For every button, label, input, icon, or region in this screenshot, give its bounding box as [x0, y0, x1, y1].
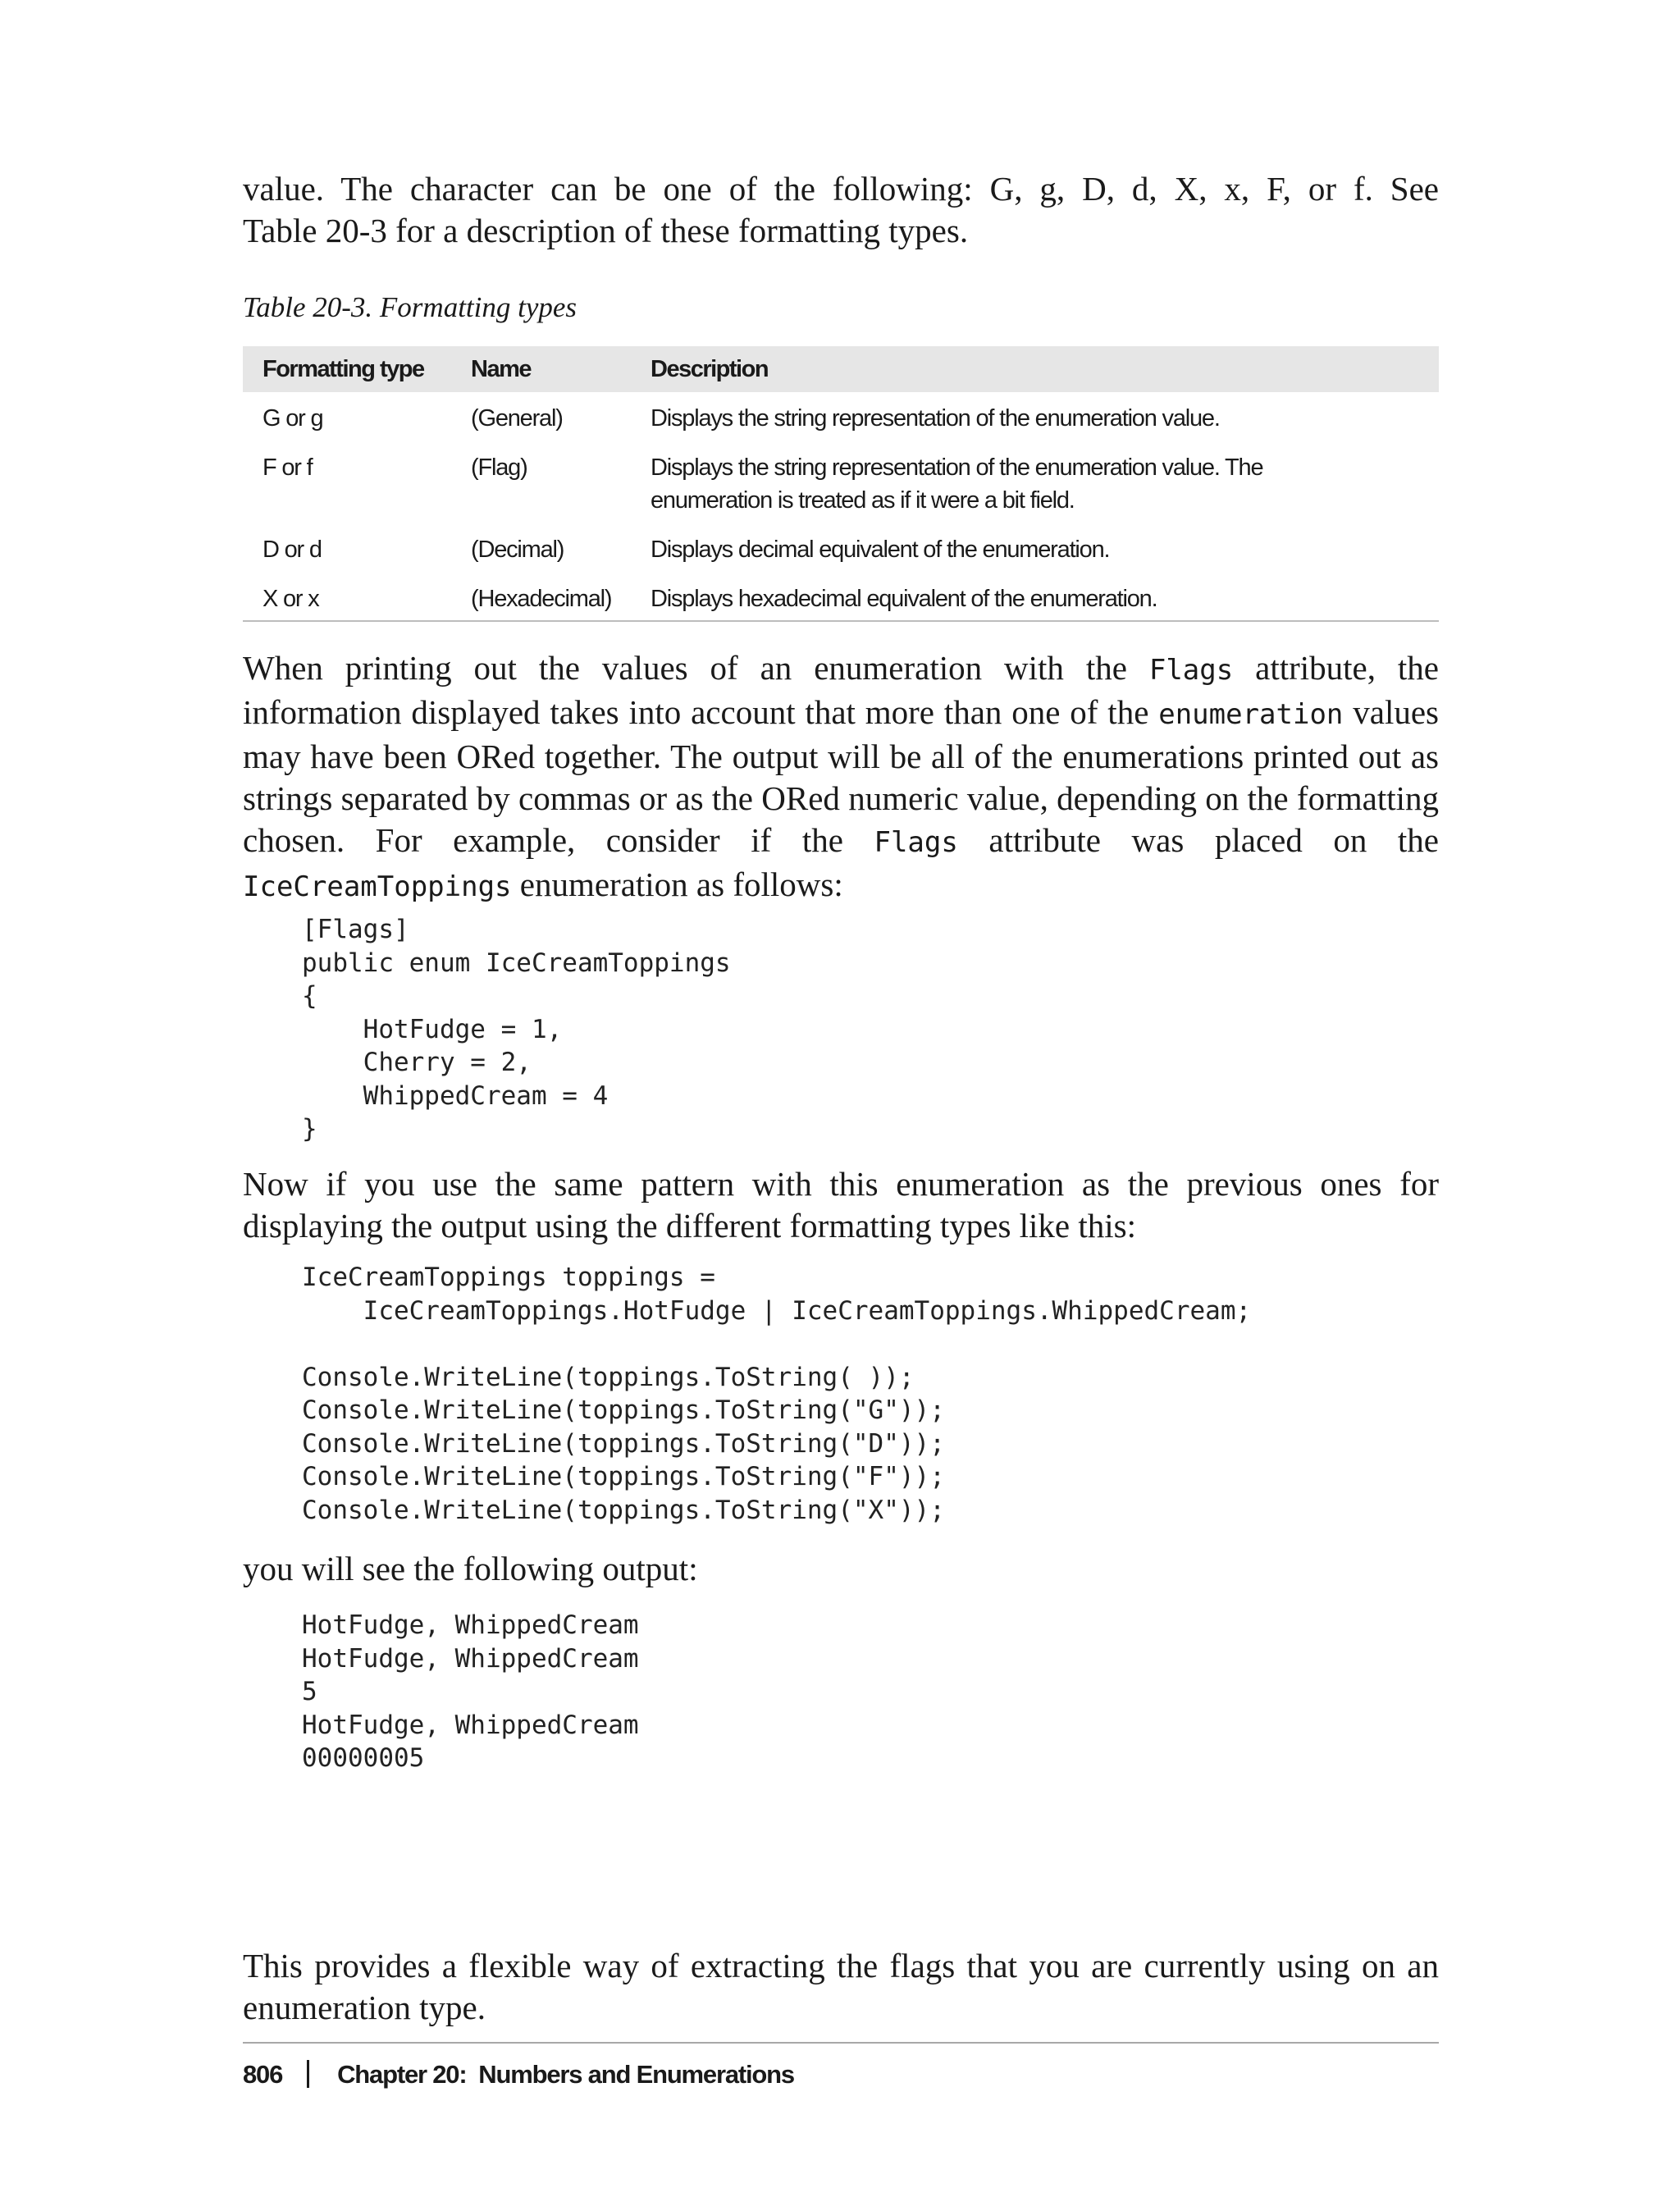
table-row — [243, 573, 1439, 621]
flags-text-4: attribute was placed on the — [957, 821, 1439, 859]
table-row — [243, 441, 1439, 523]
footer-separator — [307, 2060, 309, 2088]
cell-description: Displays hexadecimal equivalent of the enumeration. — [631, 573, 1439, 621]
cell-name: (Flag) — [471, 454, 527, 481]
code-block-enum: [Flags] public enum IceCreamToppings { HotFudge = 1, Cherry = 2, WhippedCream = 4 } — [302, 915, 731, 1144]
flags-text-2: attribute, the information displayed takes into account that more than one of the — [243, 649, 1440, 731]
flags-code-2: enumeration — [1158, 698, 1344, 731]
cell-name: (Decimal) — [471, 537, 564, 563]
code-block-output: HotFudge, WhippedCream HotFudge, WhippedCream 5 HotFudge, WhippedCream 00000005 — [302, 1610, 639, 1773]
cell-type: F or f — [262, 454, 313, 481]
header-formatting-type: Formatting type — [243, 346, 451, 392]
table-caption: Table 20-3. Formatting types — [243, 291, 578, 323]
page-footer — [243, 2042, 1439, 2089]
cell-description: Displays the string representation of the enumeration value. — [651, 405, 1220, 432]
flags-code-1: Flags — [1148, 654, 1234, 687]
flags-code-3: Flags — [874, 826, 958, 859]
cell-name: (General) — [471, 405, 563, 432]
cell-name: (Hexadecimal) — [451, 573, 631, 621]
pattern-paragraph: Now if you use the same pattern with this enumeration as the previous ones for displaying the output using the different formatting types like this: — [243, 1165, 1439, 1245]
output-paragraph: you will see the following output: — [243, 1550, 698, 1587]
flags-text-5: enumeration as follows: — [511, 866, 843, 903]
footer-text — [243, 2060, 794, 2090]
cell-type: G or g — [262, 405, 323, 432]
table-row — [243, 523, 1439, 573]
table-row — [243, 392, 1439, 441]
page-number: 806 — [243, 2060, 283, 2089]
chapter-title: Chapter 20: Numbers and Enumerations — [337, 2060, 794, 2089]
flags-code-4: IceCreamToppings — [243, 870, 512, 903]
intro-paragraph — [243, 168, 1439, 252]
flags-text-1: When printing out the values of an enumeration with the — [243, 649, 1149, 687]
intro-line-1: value. The character can be one of the following: G, g, D, d, X, x, F, or f. See — [243, 170, 1439, 208]
cell-description: Displays decimal equivalent of the enumeration. — [651, 537, 1110, 563]
formatting-types-table — [243, 346, 1439, 622]
cell-description: Displays the string representation of the enumeration value. The enumeration is treated as if it were a bit field. — [651, 454, 1263, 514]
flags-text-3: values may have been ORed together. The output will be all of the enumerations printed out as strings separated by commas or as the ORed numeric value, depending on the formatting chosen. For example, consider if the — [243, 693, 1439, 859]
flags-paragraph — [243, 647, 1439, 908]
header-name: Name — [451, 346, 631, 392]
header-description: Description — [631, 346, 1439, 392]
code-block-usage: IceCreamToppings toppings = IceCreamToppings.HotFudge | IceCreamToppings.WhippedCream; Console.WriteLine(toppings.ToString( )); Console.WriteLine(toppings.ToString("G")); Console.WriteLine(toppings.ToString("D")); Console.WriteLine(toppings.ToString("F")); Console.WriteLine(toppings.ToString("X")); — [302, 1263, 1252, 1525]
closing-paragraph: This provides a flexible way of extracting the flags that you are currently using on an enumeration type. — [243, 1947, 1439, 2026]
table-header-row — [243, 346, 1439, 392]
cell-type: D or d — [262, 537, 322, 563]
cell-type: X or x — [243, 573, 451, 621]
intro-line-2: Table 20-3 for a description of these formatting types. — [243, 212, 969, 249]
